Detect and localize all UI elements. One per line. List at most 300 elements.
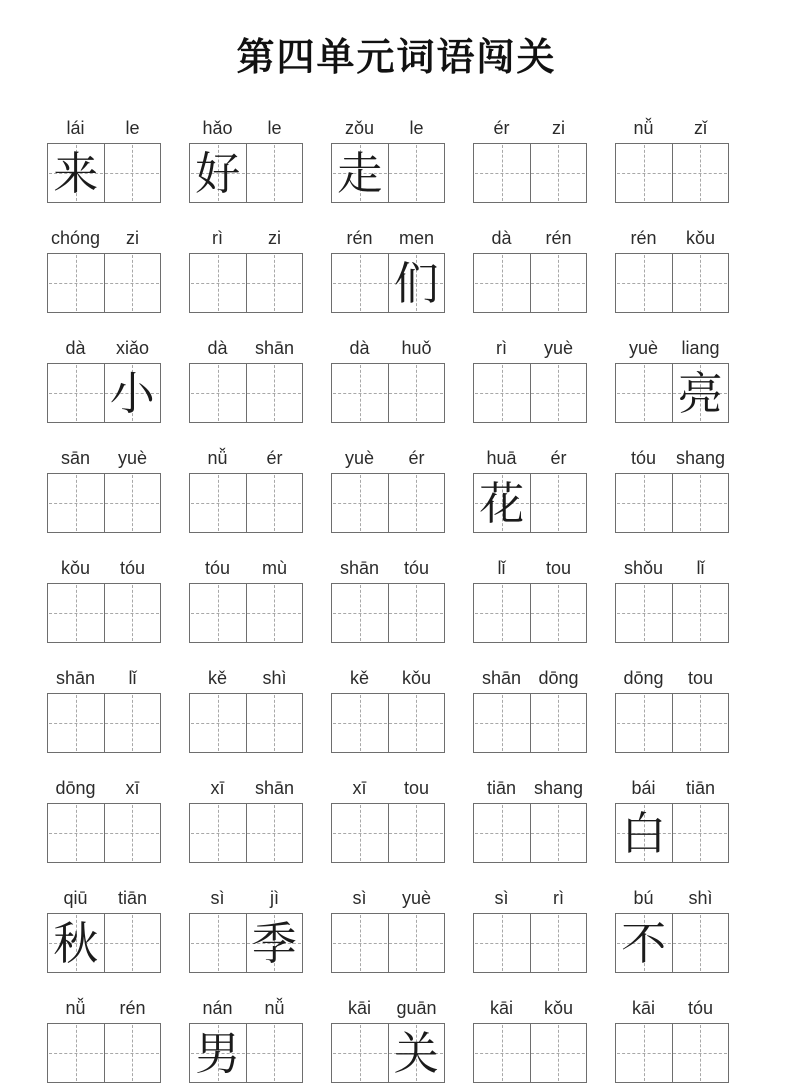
pinyin-syllable: tiān xyxy=(486,778,517,798)
word-row xyxy=(0,770,793,863)
writing-cell xyxy=(616,804,672,862)
pinyin-syllable: lǐ xyxy=(128,668,137,688)
word-row xyxy=(0,440,793,533)
word-item xyxy=(189,660,303,753)
writing-box xyxy=(331,363,445,423)
dashed-guide-vertical xyxy=(558,805,559,861)
dashed-guide-vertical xyxy=(274,255,275,311)
writing-cell xyxy=(388,144,445,202)
dashed-guide-vertical xyxy=(502,1025,503,1081)
dashed-guide-vertical xyxy=(502,915,503,971)
writing-cell xyxy=(332,254,388,312)
word-item xyxy=(615,110,729,203)
hanzi-character: 关 xyxy=(393,1026,439,1080)
writing-box xyxy=(189,143,303,203)
pinyin-syllable: tóu xyxy=(403,558,430,578)
pinyin-syllable: tóu xyxy=(119,558,146,578)
writing-cell xyxy=(474,694,530,752)
pinyin-syllable: sì xyxy=(494,888,509,908)
dashed-guide-vertical xyxy=(644,585,645,641)
pinyin-syllable: nǚ xyxy=(207,448,228,468)
word-item xyxy=(47,220,161,313)
writing-cell xyxy=(190,694,246,752)
writing-cell xyxy=(332,364,388,422)
dashed-guide-vertical xyxy=(558,255,559,311)
pinyin-label xyxy=(473,440,587,473)
writing-box xyxy=(47,913,161,973)
dashed-guide-vertical xyxy=(76,695,77,751)
dashed-guide-vertical xyxy=(502,805,503,861)
dashed-guide-vertical xyxy=(76,475,77,531)
writing-box xyxy=(189,583,303,643)
dashed-guide-vertical xyxy=(132,475,133,531)
word-item xyxy=(47,990,161,1083)
writing-box xyxy=(331,253,445,313)
word-item xyxy=(189,330,303,423)
writing-box xyxy=(615,473,729,533)
dashed-guide-vertical xyxy=(132,1025,133,1081)
dashed-guide-vertical xyxy=(218,695,219,751)
dashed-guide-vertical xyxy=(132,805,133,861)
writing-cell xyxy=(672,144,729,202)
writing-cell xyxy=(616,254,672,312)
pinyin-syllable: yuè xyxy=(344,448,375,468)
writing-cell xyxy=(530,364,587,422)
pinyin-syllable: tiān xyxy=(685,778,716,798)
pinyin-syllable: shǒu xyxy=(623,558,664,578)
writing-cell xyxy=(530,804,587,862)
word-row xyxy=(0,330,793,423)
writing-cell xyxy=(388,804,445,862)
dashed-guide-vertical xyxy=(558,915,559,971)
dashed-guide-vertical xyxy=(558,145,559,201)
pinyin-syllable: dōng xyxy=(538,668,579,688)
word-row xyxy=(0,990,793,1083)
word-item xyxy=(473,880,587,973)
pinyin-syllable: nǚ xyxy=(633,118,654,138)
writing-box xyxy=(615,583,729,643)
writing-cell xyxy=(672,694,729,752)
pinyin-syllable: rén xyxy=(346,228,373,248)
dashed-guide-vertical xyxy=(558,1025,559,1081)
pinyin-syllable: zǒu xyxy=(344,118,375,138)
writing-cell xyxy=(48,1024,104,1082)
pinyin-label xyxy=(189,880,303,913)
pinyin-label xyxy=(615,110,729,143)
pinyin-syllable: chóng xyxy=(50,228,101,248)
word-item xyxy=(473,770,587,863)
writing-cell xyxy=(104,804,161,862)
dashed-guide-vertical xyxy=(558,475,559,531)
pinyin-syllable: nǚ xyxy=(65,998,86,1018)
writing-cell xyxy=(530,1024,587,1082)
pinyin-label xyxy=(47,550,161,583)
writing-cell xyxy=(190,474,246,532)
pinyin-label xyxy=(189,330,303,363)
pinyin-syllable: xiǎo xyxy=(115,338,150,358)
writing-cell xyxy=(332,914,388,972)
writing-box xyxy=(615,913,729,973)
pinyin-syllable: ér xyxy=(550,448,567,468)
dashed-guide-vertical xyxy=(644,695,645,751)
pinyin-syllable: rì xyxy=(496,338,507,358)
word-item xyxy=(473,660,587,753)
writing-cell xyxy=(672,254,729,312)
dashed-guide-vertical xyxy=(132,145,133,201)
hanzi-character: 不 xyxy=(621,916,667,970)
writing-cell xyxy=(672,364,729,422)
pinyin-label xyxy=(331,220,445,253)
pinyin-syllable: jì xyxy=(270,888,279,908)
writing-cell xyxy=(246,364,303,422)
writing-cell xyxy=(104,364,161,422)
dashed-guide-vertical xyxy=(76,1025,77,1081)
word-item xyxy=(615,440,729,533)
dashed-guide-vertical xyxy=(360,1025,361,1081)
writing-box xyxy=(473,913,587,973)
pinyin-syllable: kǒu xyxy=(543,998,574,1018)
dashed-guide-vertical xyxy=(416,915,417,971)
word-item xyxy=(331,110,445,203)
writing-cell xyxy=(104,914,161,972)
dashed-guide-vertical xyxy=(558,695,559,751)
word-item xyxy=(47,550,161,643)
writing-cell xyxy=(474,474,530,532)
writing-cell xyxy=(474,1024,530,1082)
pinyin-syllable: zi xyxy=(552,118,565,138)
writing-cell xyxy=(48,914,104,972)
dashed-guide-vertical xyxy=(132,695,133,751)
writing-cell xyxy=(190,1024,246,1082)
word-row xyxy=(0,220,793,313)
writing-box xyxy=(331,693,445,753)
pinyin-syllable: shān xyxy=(254,338,295,358)
dashed-guide-vertical xyxy=(416,475,417,531)
dashed-guide-vertical xyxy=(644,365,645,421)
dashed-guide-vertical xyxy=(558,585,559,641)
pinyin-syllable: shang xyxy=(675,448,726,468)
writing-box xyxy=(473,363,587,423)
dashed-guide-vertical xyxy=(274,365,275,421)
word-item xyxy=(47,110,161,203)
pinyin-syllable: sì xyxy=(352,888,367,908)
pinyin-syllable: lǐ xyxy=(497,558,506,578)
pinyin-label xyxy=(615,660,729,693)
dashed-guide-vertical xyxy=(76,365,77,421)
pinyin-label xyxy=(47,330,161,363)
dashed-guide-vertical xyxy=(502,365,503,421)
hanzi-character: 花 xyxy=(479,476,525,530)
writing-box xyxy=(189,913,303,973)
word-item xyxy=(615,770,729,863)
writing-cell xyxy=(190,914,246,972)
pinyin-syllable: zi xyxy=(268,228,281,248)
writing-cell xyxy=(48,584,104,642)
pinyin-label xyxy=(331,440,445,473)
word-item xyxy=(331,440,445,533)
dashed-guide-vertical xyxy=(700,255,701,311)
pinyin-syllable: rì xyxy=(212,228,223,248)
writing-cell xyxy=(48,144,104,202)
pinyin-syllable: kāi xyxy=(347,998,371,1018)
writing-box xyxy=(47,693,161,753)
writing-cell xyxy=(616,1024,672,1082)
word-item xyxy=(47,660,161,753)
writing-box xyxy=(47,143,161,203)
dashed-guide-vertical xyxy=(700,1025,701,1081)
writing-cell xyxy=(104,694,161,752)
dashed-guide-vertical xyxy=(274,475,275,531)
pinyin-syllable: dà xyxy=(491,228,512,248)
dashed-guide-vertical xyxy=(502,695,503,751)
pinyin-syllable: shān xyxy=(254,778,295,798)
pinyin-label xyxy=(331,110,445,143)
pinyin-syllable: ér xyxy=(408,448,425,468)
word-item xyxy=(615,990,729,1083)
word-item xyxy=(189,880,303,973)
writing-cell xyxy=(530,144,587,202)
writing-box xyxy=(473,803,587,863)
dashed-guide-vertical xyxy=(360,365,361,421)
writing-box xyxy=(47,473,161,533)
pinyin-label xyxy=(47,220,161,253)
word-row xyxy=(0,880,793,973)
word-item xyxy=(473,330,587,423)
writing-cell xyxy=(48,364,104,422)
dashed-guide-vertical xyxy=(76,585,77,641)
pinyin-label xyxy=(189,660,303,693)
pinyin-syllable: bái xyxy=(631,778,656,798)
dashed-guide-vertical xyxy=(700,915,701,971)
writing-cell xyxy=(388,1024,445,1082)
writing-cell xyxy=(246,474,303,532)
dashed-guide-vertical xyxy=(218,585,219,641)
dashed-guide-vertical xyxy=(360,585,361,641)
writing-cell xyxy=(246,1024,303,1082)
pinyin-label xyxy=(615,550,729,583)
dashed-guide-vertical xyxy=(700,695,701,751)
writing-box xyxy=(615,1023,729,1083)
writing-box xyxy=(473,693,587,753)
writing-cell xyxy=(672,1024,729,1082)
writing-box xyxy=(331,913,445,973)
word-row xyxy=(0,660,793,753)
pinyin-syllable: mù xyxy=(261,558,287,578)
word-item xyxy=(331,330,445,423)
hanzi-character: 走 xyxy=(337,146,383,200)
writing-cell xyxy=(246,144,303,202)
writing-cell xyxy=(332,584,388,642)
dashed-guide-vertical xyxy=(700,145,701,201)
pinyin-syllable: lái xyxy=(66,118,85,138)
pinyin-syllable: tou xyxy=(403,778,430,798)
writing-cell xyxy=(672,914,729,972)
writing-cell xyxy=(246,584,303,642)
pinyin-syllable: xī xyxy=(125,778,140,798)
writing-cell xyxy=(616,364,672,422)
pinyin-label xyxy=(331,330,445,363)
pinyin-syllable: kě xyxy=(207,668,227,688)
word-item xyxy=(473,220,587,313)
pinyin-label xyxy=(189,440,303,473)
pinyin-syllable: le xyxy=(267,118,282,138)
writing-cell xyxy=(104,584,161,642)
word-item xyxy=(189,440,303,533)
pinyin-syllable: tóu xyxy=(630,448,657,468)
hanzi-character: 亮 xyxy=(677,366,723,420)
pinyin-syllable: dà xyxy=(349,338,370,358)
pinyin-syllable: rén xyxy=(545,228,572,248)
word-item xyxy=(615,880,729,973)
writing-box xyxy=(47,1023,161,1083)
dashed-guide-vertical xyxy=(274,695,275,751)
pinyin-label xyxy=(473,880,587,913)
pinyin-syllable: kāi xyxy=(489,998,513,1018)
pinyin-syllable: yuè xyxy=(543,338,574,358)
pinyin-syllable: shān xyxy=(339,558,380,578)
pinyin-syllable: xī xyxy=(210,778,225,798)
dashed-guide-vertical xyxy=(360,475,361,531)
dashed-guide-vertical xyxy=(76,805,77,861)
writing-box xyxy=(615,803,729,863)
word-item xyxy=(615,550,729,643)
word-item xyxy=(473,990,587,1083)
dashed-guide-vertical xyxy=(218,805,219,861)
writing-cell xyxy=(246,804,303,862)
word-item xyxy=(189,990,303,1083)
dashed-guide-vertical xyxy=(700,585,701,641)
writing-box xyxy=(473,473,587,533)
writing-box xyxy=(615,253,729,313)
pinyin-label xyxy=(47,880,161,913)
writing-cell xyxy=(246,694,303,752)
writing-box xyxy=(189,253,303,313)
pinyin-syllable: nǚ xyxy=(264,998,285,1018)
pinyin-label xyxy=(189,550,303,583)
word-item xyxy=(189,220,303,313)
pinyin-syllable: tou xyxy=(687,668,714,688)
word-item xyxy=(473,440,587,533)
dashed-guide-vertical xyxy=(416,145,417,201)
pinyin-syllable: shì xyxy=(262,668,287,688)
writing-cell xyxy=(474,144,530,202)
pinyin-syllable: dōng xyxy=(55,778,96,798)
word-item xyxy=(331,990,445,1083)
writing-box xyxy=(473,143,587,203)
pinyin-syllable: kāi xyxy=(631,998,655,1018)
writing-cell xyxy=(388,254,445,312)
pinyin-label xyxy=(47,660,161,693)
dashed-guide-vertical xyxy=(700,805,701,861)
word-item xyxy=(331,770,445,863)
pinyin-syllable: kǒu xyxy=(401,668,432,688)
dashed-guide-vertical xyxy=(700,475,701,531)
dashed-guide-vertical xyxy=(360,805,361,861)
dashed-guide-vertical xyxy=(360,915,361,971)
word-item xyxy=(47,770,161,863)
dashed-guide-vertical xyxy=(416,365,417,421)
writing-box xyxy=(473,583,587,643)
writing-cell xyxy=(48,254,104,312)
word-item xyxy=(331,550,445,643)
dashed-guide-vertical xyxy=(274,1025,275,1081)
writing-box xyxy=(473,253,587,313)
pinyin-syllable: dà xyxy=(65,338,86,358)
pinyin-label xyxy=(189,990,303,1023)
writing-cell xyxy=(616,474,672,532)
writing-cell xyxy=(246,914,303,972)
pinyin-syllable: men xyxy=(398,228,434,248)
writing-box xyxy=(331,583,445,643)
writing-cell xyxy=(616,584,672,642)
dashed-guide-vertical xyxy=(218,915,219,971)
pinyin-syllable: rì xyxy=(553,888,564,908)
word-item xyxy=(189,110,303,203)
pinyin-syllable: ér xyxy=(266,448,283,468)
word-item xyxy=(331,220,445,313)
writing-cell xyxy=(190,584,246,642)
pinyin-label xyxy=(47,110,161,143)
word-item xyxy=(473,550,587,643)
writing-cell xyxy=(332,694,388,752)
pinyin-syllable: ér xyxy=(493,118,510,138)
hanzi-character: 白 xyxy=(621,806,667,860)
hanzi-character: 好 xyxy=(195,146,241,200)
writing-cell xyxy=(474,364,530,422)
writing-box xyxy=(615,693,729,753)
writing-cell xyxy=(616,914,672,972)
word-item xyxy=(47,440,161,533)
writing-cell xyxy=(388,914,445,972)
pinyin-syllable: rén xyxy=(119,998,146,1018)
pinyin-syllable: xī xyxy=(352,778,367,798)
dashed-guide-vertical xyxy=(274,805,275,861)
pinyin-syllable: rén xyxy=(630,228,657,248)
word-item xyxy=(189,550,303,643)
writing-cell xyxy=(672,474,729,532)
writing-box xyxy=(189,803,303,863)
writing-cell xyxy=(190,144,246,202)
writing-cell xyxy=(672,584,729,642)
dashed-guide-vertical xyxy=(644,475,645,531)
writing-cell xyxy=(474,804,530,862)
writing-cell xyxy=(530,254,587,312)
word-row xyxy=(0,110,793,203)
writing-cell xyxy=(48,804,104,862)
pinyin-label xyxy=(47,990,161,1023)
word-row xyxy=(0,550,793,643)
pinyin-syllable: huǒ xyxy=(401,338,432,358)
writing-cell xyxy=(530,914,587,972)
pinyin-syllable: zi xyxy=(126,228,139,248)
writing-box xyxy=(47,363,161,423)
writing-cell xyxy=(190,364,246,422)
pinyin-syllable: dà xyxy=(207,338,228,358)
writing-cell xyxy=(104,144,161,202)
pinyin-label xyxy=(615,990,729,1023)
word-item xyxy=(473,110,587,203)
writing-box xyxy=(331,803,445,863)
pinyin-label xyxy=(615,330,729,363)
pinyin-label xyxy=(473,220,587,253)
writing-cell xyxy=(48,474,104,532)
dashed-guide-vertical xyxy=(132,585,133,641)
pinyin-label xyxy=(473,550,587,583)
writing-box xyxy=(189,363,303,423)
pinyin-label xyxy=(615,220,729,253)
pinyin-label xyxy=(189,220,303,253)
writing-box xyxy=(473,1023,587,1083)
